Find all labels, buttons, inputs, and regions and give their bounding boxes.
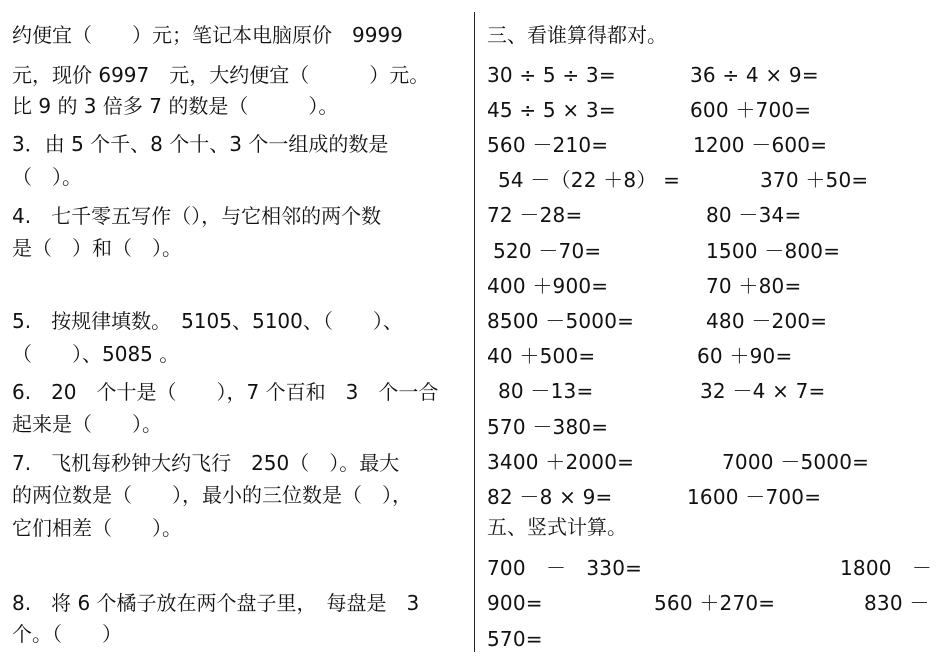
equation: 60 ＋90=	[697, 344, 793, 368]
question-4-line1: 4. 七千零五写作（），与它相邻的两个数	[12, 204, 382, 228]
equation: 30 ÷ 5 ÷ 3=	[487, 63, 616, 87]
vertical-calc: 570=	[487, 627, 543, 651]
equation: 70 ＋80=	[706, 274, 802, 298]
question-6-line1: 6. 20 个十是（ ），7 个百和 3 个一合	[12, 380, 439, 404]
equation: 7000 －5000=	[722, 450, 870, 474]
left-line: 约便宜（ ）元；笔记本电脑原价 9999	[12, 23, 403, 47]
equation: 80 －34=	[706, 203, 802, 227]
equation: 1500 －800=	[706, 239, 841, 263]
equation: 480 －200=	[706, 309, 828, 333]
section-3-heading: 三、看谁算得都对。	[487, 23, 667, 47]
equation: 8500 －5000=	[487, 309, 635, 333]
question-8-line2: 个。（ ）	[12, 622, 122, 646]
question-7-line2: 的两位数是（ ），最小的三位数是（ ），	[12, 483, 412, 507]
equation: 560 －210=	[487, 133, 609, 157]
question-4-line2: 是（ ）和（ ）。	[12, 236, 182, 260]
question-5-line1: 5. 按规律填数。 5105、5100、（ ）、	[12, 309, 403, 333]
question-6-line2: 起来是（ ）。	[12, 412, 162, 436]
column-divider	[474, 12, 475, 652]
vertical-calc: 1800 －	[840, 556, 933, 580]
equation: 370 ＋50=	[760, 168, 869, 192]
left-line: 元，现价 6997 元，大约便宜（ ）元。	[12, 63, 430, 87]
equation: 570 －380=	[487, 415, 609, 439]
equation: 40 ＋500=	[487, 344, 596, 368]
equation: 600 ＋700=	[690, 98, 812, 122]
equation: 82 －8 × 9=	[487, 485, 613, 509]
section-5-heading: 五、竖式计算。	[487, 515, 627, 539]
equation: 400 ＋900=	[487, 274, 609, 298]
equation: 1600 －700=	[687, 485, 822, 509]
vertical-calc: 700 － 330=	[487, 556, 643, 580]
question-8-line1: 8. 将 6 个橘子放在两个盘子里， 每盘是 3	[12, 591, 420, 615]
equation: 32 －4 × 7=	[700, 379, 826, 403]
equation: 72 －28=	[487, 203, 583, 227]
equation: 520 －70=	[493, 239, 602, 263]
equation: 54 －（22 ＋8） =	[498, 168, 681, 192]
left-line: 比 9 的 3 倍多 7 的数是（ ）。	[12, 94, 339, 118]
vertical-calc: 900=	[487, 591, 543, 615]
equation: 45 ÷ 5 × 3=	[487, 98, 616, 122]
question-7-line1: 7. 飞机每秒钟大约飞行 250（ ）。最大	[12, 451, 400, 475]
question-7-line3: 它们相差（ ）。	[12, 516, 182, 540]
equation: 80 －13=	[498, 379, 594, 403]
question-5-line2: （ ）、5085 。	[12, 342, 180, 366]
vertical-calc: 560 ＋270=	[654, 591, 776, 615]
question-3-line2: （ ）。	[12, 165, 82, 189]
equation: 36 ÷ 4 × 9=	[690, 63, 819, 87]
equation: 3400 ＋2000=	[487, 450, 635, 474]
vertical-calc: 830 －	[864, 591, 930, 615]
question-3-line1: 3．由 5 个千、8 个十、3 个一组成的数是	[12, 132, 389, 156]
equation: 1200 －600=	[693, 133, 828, 157]
